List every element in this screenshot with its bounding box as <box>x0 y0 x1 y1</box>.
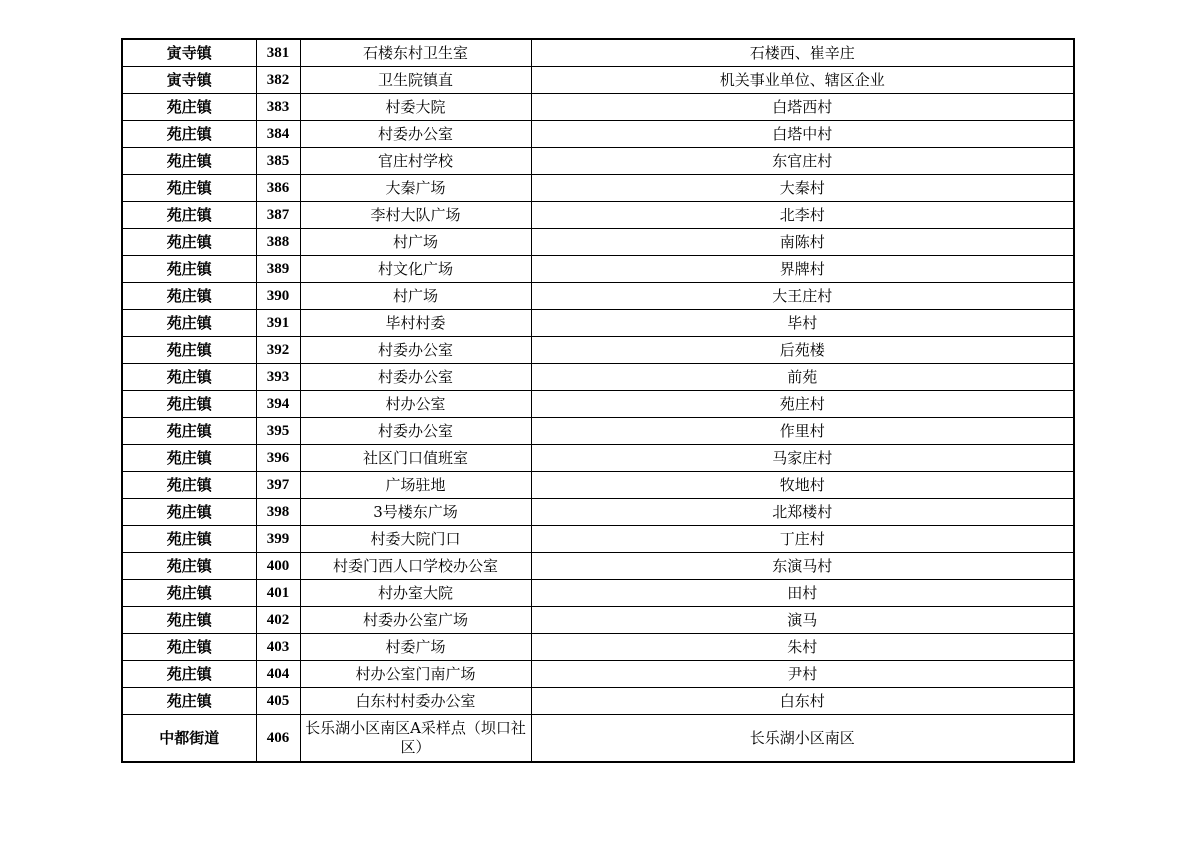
coverage-area-cell: 作里村 <box>531 418 1074 445</box>
town-cell: 中都街道 <box>122 715 256 763</box>
site-number-cell: 383 <box>256 94 300 121</box>
table-row <box>122 526 1074 553</box>
location-cell: 村办室大院 <box>300 580 531 607</box>
location-cell: 石楼东村卫生室 <box>300 39 531 67</box>
site-number-cell: 394 <box>256 391 300 418</box>
location-cell: 村办公室门南广场 <box>300 661 531 688</box>
site-number-cell: 398 <box>256 499 300 526</box>
table-row <box>122 364 1074 391</box>
table-row <box>122 607 1074 634</box>
table-row <box>122 499 1074 526</box>
coverage-area-cell: 后苑楼 <box>531 337 1074 364</box>
site-number-cell: 403 <box>256 634 300 661</box>
location-cell: 村委办公室 <box>300 337 531 364</box>
site-number-cell: 400 <box>256 553 300 580</box>
coverage-area-cell: 白塔西村 <box>531 94 1074 121</box>
location-cell: 村委大院 <box>300 94 531 121</box>
town-cell: 苑庄镇 <box>122 445 256 472</box>
site-number-cell: 393 <box>256 364 300 391</box>
site-number-cell: 384 <box>256 121 300 148</box>
table-row <box>122 175 1074 202</box>
coverage-area-cell: 毕村 <box>531 310 1074 337</box>
site-number-cell: 405 <box>256 688 300 715</box>
location-cell: 村办公室 <box>300 391 531 418</box>
site-number-cell: 395 <box>256 418 300 445</box>
site-number-cell: 382 <box>256 67 300 94</box>
site-number-cell: 402 <box>256 607 300 634</box>
coverage-area-cell: 南陈村 <box>531 229 1074 256</box>
table-row <box>122 715 1074 763</box>
coverage-area-cell: 丁庄村 <box>531 526 1074 553</box>
location-cell: 村文化广场 <box>300 256 531 283</box>
table-row <box>122 148 1074 175</box>
table-row <box>122 121 1074 148</box>
town-cell: 苑庄镇 <box>122 418 256 445</box>
coverage-area-cell: 牧地村 <box>531 472 1074 499</box>
town-cell: 苑庄镇 <box>122 364 256 391</box>
table-row <box>122 661 1074 688</box>
site-number-cell: 399 <box>256 526 300 553</box>
site-number-cell: 401 <box>256 580 300 607</box>
town-cell: 苑庄镇 <box>122 202 256 229</box>
table-row <box>122 202 1074 229</box>
table-row <box>122 580 1074 607</box>
table-row <box>122 283 1074 310</box>
town-cell: 苑庄镇 <box>122 472 256 499</box>
site-number-cell: 381 <box>256 39 300 67</box>
town-cell: 寅寺镇 <box>122 67 256 94</box>
site-number-cell: 389 <box>256 256 300 283</box>
sampling-sites-table <box>121 38 1075 763</box>
town-cell: 苑庄镇 <box>122 634 256 661</box>
location-cell: 村委办公室 <box>300 364 531 391</box>
table-row <box>122 310 1074 337</box>
table-row <box>122 337 1074 364</box>
table-body <box>122 39 1074 762</box>
coverage-area-cell: 演马 <box>531 607 1074 634</box>
town-cell: 苑庄镇 <box>122 688 256 715</box>
table-row <box>122 472 1074 499</box>
location-cell: 村委办公室 <box>300 121 531 148</box>
location-cell: 官庄村学校 <box>300 148 531 175</box>
location-cell: 村委门西人口学校办公室 <box>300 553 531 580</box>
location-cell: 社区门口值班室 <box>300 445 531 472</box>
coverage-area-cell: 长乐湖小区南区 <box>531 715 1074 763</box>
site-number-cell: 387 <box>256 202 300 229</box>
location-cell: 大秦广场 <box>300 175 531 202</box>
coverage-area-cell: 尹村 <box>531 661 1074 688</box>
coverage-area-cell: 东演马村 <box>531 553 1074 580</box>
location-cell: 3号楼东广场 <box>300 499 531 526</box>
location-cell: 毕村村委 <box>300 310 531 337</box>
site-number-cell: 397 <box>256 472 300 499</box>
coverage-area-cell: 白塔中村 <box>531 121 1074 148</box>
coverage-area-cell: 白东村 <box>531 688 1074 715</box>
location-cell: 村委办公室广场 <box>300 607 531 634</box>
town-cell: 苑庄镇 <box>122 553 256 580</box>
town-cell: 苑庄镇 <box>122 661 256 688</box>
coverage-area-cell: 马家庄村 <box>531 445 1074 472</box>
town-cell: 苑庄镇 <box>122 121 256 148</box>
coverage-area-cell: 北李村 <box>531 202 1074 229</box>
coverage-area-cell: 朱村 <box>531 634 1074 661</box>
location-cell: 村委广场 <box>300 634 531 661</box>
table-row <box>122 94 1074 121</box>
town-cell: 苑庄镇 <box>122 499 256 526</box>
town-cell: 苑庄镇 <box>122 526 256 553</box>
coverage-area-cell: 大王庄村 <box>531 283 1074 310</box>
site-number-cell: 396 <box>256 445 300 472</box>
site-number-cell: 385 <box>256 148 300 175</box>
town-cell: 苑庄镇 <box>122 175 256 202</box>
location-cell: 村委办公室 <box>300 418 531 445</box>
site-number-cell: 406 <box>256 715 300 763</box>
table-row <box>122 391 1074 418</box>
table-row <box>122 634 1074 661</box>
town-cell: 苑庄镇 <box>122 256 256 283</box>
coverage-area-cell: 苑庄村 <box>531 391 1074 418</box>
location-cell: 长乐湖小区南区A采样点（坝口社区） <box>300 715 531 763</box>
town-cell: 苑庄镇 <box>122 94 256 121</box>
location-cell: 广场驻地 <box>300 472 531 499</box>
town-cell: 苑庄镇 <box>122 391 256 418</box>
table-row <box>122 39 1074 67</box>
town-cell: 苑庄镇 <box>122 337 256 364</box>
site-number-cell: 388 <box>256 229 300 256</box>
coverage-area-cell: 界牌村 <box>531 256 1074 283</box>
coverage-area-cell: 大秦村 <box>531 175 1074 202</box>
town-cell: 苑庄镇 <box>122 310 256 337</box>
table-row <box>122 418 1074 445</box>
site-number-cell: 386 <box>256 175 300 202</box>
site-number-cell: 392 <box>256 337 300 364</box>
table-row <box>122 256 1074 283</box>
town-cell: 苑庄镇 <box>122 148 256 175</box>
coverage-area-cell: 前苑 <box>531 364 1074 391</box>
town-cell: 苑庄镇 <box>122 580 256 607</box>
table-row <box>122 229 1074 256</box>
site-number-cell: 391 <box>256 310 300 337</box>
site-number-cell: 390 <box>256 283 300 310</box>
coverage-area-cell: 北郑楼村 <box>531 499 1074 526</box>
location-cell: 卫生院镇直 <box>300 67 531 94</box>
town-cell: 寅寺镇 <box>122 39 256 67</box>
table-row <box>122 445 1074 472</box>
town-cell: 苑庄镇 <box>122 607 256 634</box>
location-cell: 白东村村委办公室 <box>300 688 531 715</box>
coverage-area-cell: 石楼西、崔辛庄 <box>531 39 1074 67</box>
town-cell: 苑庄镇 <box>122 283 256 310</box>
coverage-area-cell: 机关事业单位、辖区企业 <box>531 67 1074 94</box>
location-cell: 村广场 <box>300 229 531 256</box>
coverage-area-cell: 田村 <box>531 580 1074 607</box>
location-cell: 村广场 <box>300 283 531 310</box>
town-cell: 苑庄镇 <box>122 229 256 256</box>
site-number-cell: 404 <box>256 661 300 688</box>
location-cell: 村委大院门口 <box>300 526 531 553</box>
location-cell: 李村大队广场 <box>300 202 531 229</box>
table-row <box>122 67 1074 94</box>
table-row <box>122 553 1074 580</box>
table-row <box>122 688 1074 715</box>
coverage-area-cell: 东官庄村 <box>531 148 1074 175</box>
